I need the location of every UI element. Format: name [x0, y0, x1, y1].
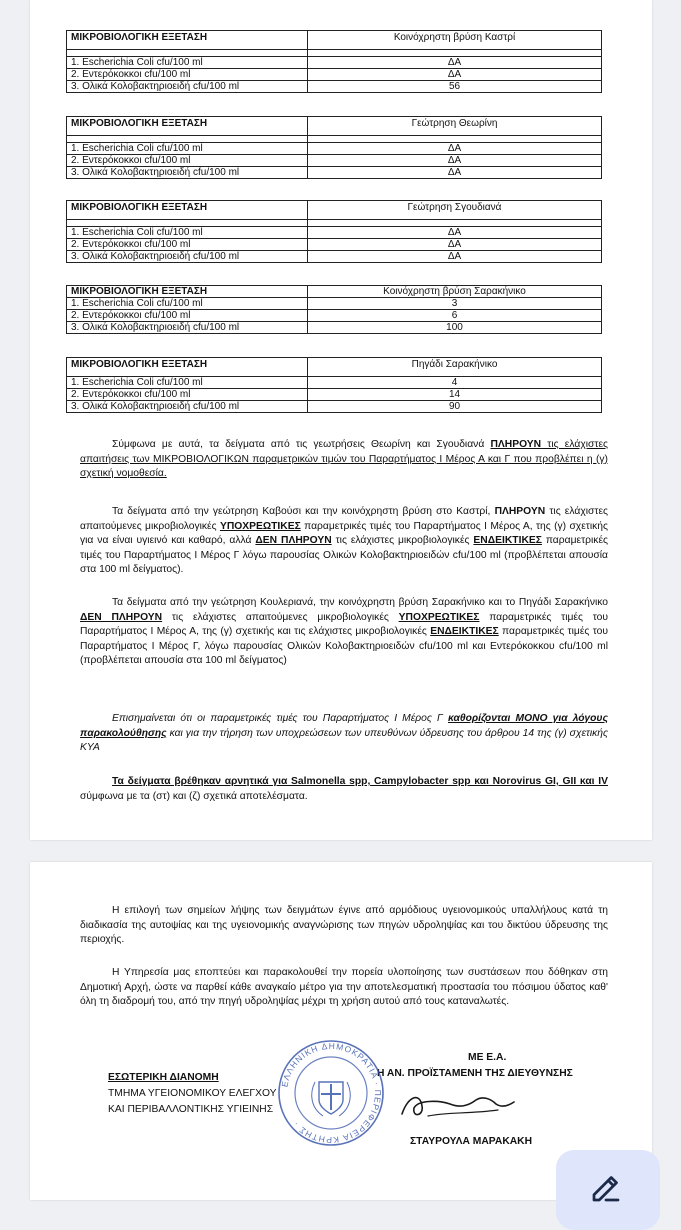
table-row: 2. Εντερόκοκκοι cfu/100 ml ΔΑ: [67, 239, 602, 251]
table-row: 1. Escherichia Coli cfu/100 ml 4: [67, 377, 602, 389]
distribution-line-2: ΚΑΙ ΠΕΡΙΒΑΛΛΟΝΤΙΚΗΣ ΥΓΙΕΙΝΗΣ: [108, 1104, 274, 1115]
table-site-name: Γεώτρηση Σγουδιανά: [308, 201, 602, 220]
table-header-label: ΜΙΚΡΟΒΙΟΛΟΓΙΚΗ ΕΞΕΤΑΣΗ: [67, 117, 308, 136]
distribution-line-1: ΤΜΗΜΑ ΥΓΕΙΟΝΟΜΙΚΟΥ ΕΛΕΓΧΟΥ: [108, 1088, 277, 1099]
table-row: 1. Escherichia Coli cfu/100 ml ΔΑ: [67, 57, 602, 69]
handwritten-signature: [398, 1086, 518, 1126]
sampling-paragraph: Η επιλογή των σημείων λήψης των δειγμάτων έγινε από αρμόδιους υγειονομικούς υπαλλήλους κατά τη διαδικασία της αυτοψίας και της υγειονομικής αναγνώρισης των πηγών υδροληψίας και του δικτύου ύδρευσης της περιοχής.: [80, 905, 608, 945]
microbiology-table-theorini: [66, 116, 602, 179]
table-site-name: Κοινόχρηστη βρύση Καστρί: [308, 31, 602, 50]
table-header-label: ΜΙΚΡΟΒΙΟΛΟΓΙΚΗ ΕΞΕΤΑΣΗ: [67, 201, 308, 220]
table-row: 2. Εντερόκοκκοι cfu/100 ml ΔΑ: [67, 69, 602, 81]
official-stamp-seal: [276, 1038, 386, 1148]
table-row: 1. Escherichia Coli cfu/100 ml 3: [67, 298, 602, 310]
microbiology-table-sgoudiana: [66, 200, 602, 263]
microbiology-table-sarakiniko-tap: [66, 285, 602, 334]
table-row: 3. Ολικά Κολοβακτηριοειδή cfu/100 ml 56: [67, 81, 602, 93]
table-site-name: Πηγάδι Σαρακήνικο: [308, 358, 602, 377]
conclusion-paragraph-pass: Σύμφωνα με αυτά, τα δείγματα από τις γεωτρήσεις Θεωρίνη και Σγουδιανά ΠΛΗΡΟΥΝ τις ελάχιστες απαιτήσεις των ΜΙΚΡΟΒΙΟΛΟΓΙΚΩΝ παραμετρικών τιμών του Παραρτήματος Ι Μέρος Α και Γ που προβλέπει η (γ) σχετική νομοθεσία.: [80, 439, 608, 479]
conclusion-paragraph-kavousi-kastri: Τα δείγματα από την γεώτρηση Καβούσι και την κοινόχρηστη βρύση στο Καστρί, ΠΛΗΡΟΥΝ τις ελάχιστες απαιτούμενες μικροβιολογικές ΥΠΟΧΡΕΩΤΙΚΕΣ παραμετρικές τιμές του Παραρτήματος Ι Μέρος Α, της (γ) σχετικής για να είναι υγιεινό και καθαρό, αλλά ΔΕΝ ΠΛΗΡΟΥΝ τις ελάχιστες μικροβιολογικές ΕΝΔΕΙΚΤΙΚΕΣ παραμετρικές τιμές του Παραρτήματος Ι Μέρος Γ λόγω παρουσίας Ολικών Κολοβακτηριοειδών cfu/100 ml (προβλέπεται απουσία στα 100 ml δείγματος).: [80, 506, 609, 575]
distribution-heading: ΕΣΩΤΕΡΙΚΗ ΔΙΑΝΟΜΗ: [108, 1072, 219, 1083]
edit-pen-icon: [588, 1170, 624, 1206]
table-header-label: ΜΙΚΡΟΒΙΟΛΟΓΙΚΗ ΕΞΕΤΑΣΗ: [67, 286, 308, 298]
table-row: 3. Ολικά Κολοβακτηριοειδή cfu/100 ml 90: [67, 401, 602, 413]
table-site-name: Κοινόχρηστη βρύση Σαρακήνικο: [308, 286, 602, 298]
table-row: 1. Escherichia Coli cfu/100 ml ΔΑ: [67, 227, 602, 239]
table-site-name: Γεώτρηση Θεωρίνη: [308, 117, 602, 136]
table-row: 3. Ολικά Κολοβακτηριοειδή cfu/100 ml ΔΑ: [67, 251, 602, 263]
note-paragraph-part-g: Επισημαίνεται ότι οι παραμετρικές τιμές του Παραρτήματος Ι Μέρος Γ καθορίζονται ΜΟΝΟ για λόγους παρακολούθησης και για την τήρηση των υποχρεώσεων των υπευθύνων ύδρευσης του άρθρου 14 της (γ) σχετικής ΚΥΑ: [80, 713, 608, 753]
table-row: 3. Ολικά Κολοβακτηριοειδή cfu/100 ml ΔΑ: [67, 167, 602, 179]
microbiology-table-sarakiniko-well: [66, 357, 602, 413]
table-row: 3. Ολικά Κολοβακτηριοειδή cfu/100 ml 100: [67, 322, 602, 334]
signature-name: ΣΤΑΥΡΟΥΛΑ ΜΑΡΑΚΑΚΗ: [410, 1136, 533, 1147]
microbiology-table-kastri: [66, 30, 602, 93]
signature-me-ea: ΜΕ Ε.Α.: [468, 1052, 507, 1063]
edit-fab-button[interactable]: [556, 1150, 660, 1230]
table-row: 2. Εντερόκοκκοι cfu/100 ml 6: [67, 310, 602, 322]
table-header-label: ΜΙΚΡΟΒΙΟΛΟΓΙΚΗ ΕΞΕΤΑΣΗ: [67, 31, 308, 50]
table-row: 2. Εντερόκοκκοι cfu/100 ml ΔΑ: [67, 155, 602, 167]
conclusion-paragraph-fail: Τα δείγματα από την γεώτρηση Κουλεριανά, την κοινόχρηστη βρύση Σαρακήνικο και το Πηγάδι Σαρακήνικο ΔΕΝ ΠΛΗΡΟΥΝ τις ελάχιστες απαιτούμενες μικροβιολογικές ΥΠΟΧΡΕΩΤΙΚΕΣ παραμετρικές τιμές του Παραρτήματος Ι Μέρος Α, της (γ) σχετικής και τις ελάχιστες μικροβιολογικές ΕΝΔΕΙΚΤΙΚΕΣ παραμετρικές τιμές του Παραρτήματος Ι Μέρος Γ, λόγω παρουσίας Ολικών Κολοβακτηριοειδών cfu/100 ml και Εντερόκοκκου cfu/100 ml (προβλέπεται απουσία στα 100 ml δείγματος): [80, 597, 609, 666]
pathogens-paragraph: Τα δείγματα βρέθηκαν αρνητικά για Salmonella spp, Campylobacter spp και Norovirus GI, GII και IV σύμφωνα με τα (στ) και (ζ) σχετικά αποτελέσματα.: [80, 776, 608, 802]
svg-text:ΕΛΛΗΝΙΚΗ ΔΗΜΟΚΡΑΤΙΑ · ΠΕΡΙΦΕΡΕ: ΕΛΛΗΝΙΚΗ ΔΗΜΟΚΡΑΤΙΑ · ΠΕΡΙΦΕΡΕΙΑ ΚΡΗΤΗΣ ·: [279, 1040, 384, 1146]
table-header-label: ΜΙΚΡΟΒΙΟΛΟΓΙΚΗ ΕΞΕΤΑΣΗ: [67, 358, 308, 377]
table-row: 2. Εντερόκοκκοι cfu/100 ml 14: [67, 389, 602, 401]
table-row: 1. Escherichia Coli cfu/100 ml ΔΑ: [67, 143, 602, 155]
supervision-paragraph: Η Υπηρεσία μας εποπτεύει και παρακολουθεί την πορεία υλοποίησης των συστάσεων που δόθηκαν στη Δημοτική Αρχή, ώστε να παρθεί κάθε αναγκαίο μέτρο για την αποτελεσματική προστασία του πόσιμου ύδατος καθ' όλη τη διαδρομή του, από την πηγή υδροληψίας μέχρι τη χρήση αυτού από τους καταναλωτές.: [80, 967, 608, 1007]
signature-title: Η ΑΝ. ΠΡΟΪΣΤΑΜΕΝΗ ΤΗΣ ΔΙΕΥΘΥΝΣΗΣ: [377, 1068, 573, 1079]
